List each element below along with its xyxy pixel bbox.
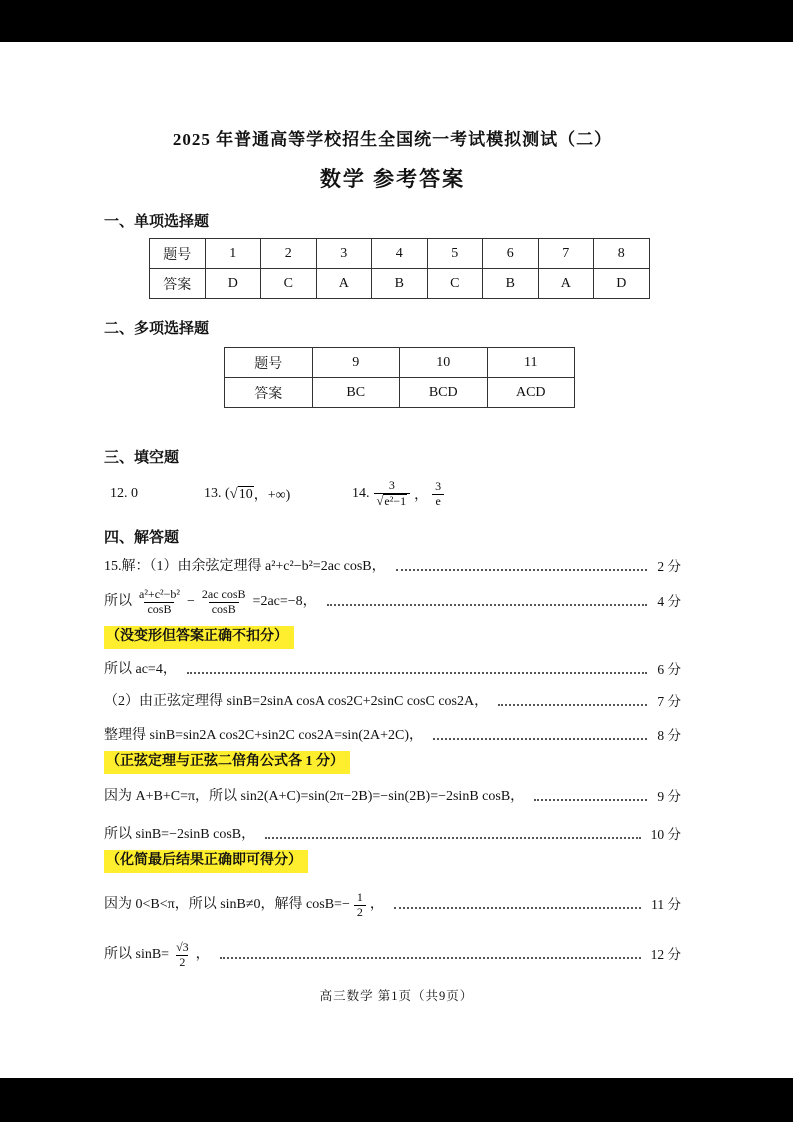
- solution-step: [104, 786, 681, 808]
- score-label: 2 分: [657, 559, 681, 574]
- dotted-leader: [534, 799, 647, 801]
- fraction-numerator: 3: [435, 478, 442, 493]
- page-footer: 高三数学 第1页（共9页）: [319, 989, 474, 1003]
- dotted-leader: [433, 738, 647, 740]
- fraction-denominator: 2: [176, 955, 188, 970]
- solution-step: [104, 556, 681, 578]
- grading-note-row: [104, 751, 681, 774]
- question-number-cell: 3: [316, 239, 372, 269]
- fraction: [173, 941, 192, 970]
- single-choice-answer-table: [149, 238, 650, 299]
- score-label: 11 分: [651, 897, 681, 912]
- answer-cell: BC: [312, 378, 400, 408]
- question-number-cell: 8: [594, 239, 650, 269]
- fill-answers-row: [104, 476, 681, 512]
- grading-note: （化简最后结果正确即可得分）: [104, 850, 308, 873]
- document-page: [0, 42, 793, 1078]
- score-label: 7 分: [657, 694, 681, 709]
- radical-sign-icon: √: [229, 485, 238, 502]
- step-text: 所以 sinB=−2sinB cosB，: [104, 827, 256, 842]
- step-text: [104, 891, 384, 920]
- q13-radicand: 10: [238, 486, 253, 502]
- fraction-numerator: 2ac cosB: [201, 586, 246, 601]
- step-text: [104, 941, 210, 970]
- row-label-answer: 答案: [150, 269, 206, 299]
- question-number-cell: 6: [483, 239, 539, 269]
- fill-answer-q13: [204, 484, 352, 504]
- q14-radicand: e²−1: [384, 494, 407, 508]
- operator: −: [186, 594, 195, 609]
- answer-cell: ACD: [487, 378, 575, 408]
- step-text: 所以 ac=4，: [104, 662, 177, 677]
- page-subtitle: 数学 参考答案: [319, 167, 466, 191]
- question-number-cell: 4: [372, 239, 428, 269]
- fraction: [136, 588, 183, 617]
- step-text-part: ，: [195, 947, 210, 962]
- solution-step: [104, 691, 681, 713]
- row-label-answer: 答案: [225, 378, 313, 408]
- table-row: [150, 269, 650, 299]
- solution-step: [104, 824, 681, 846]
- fraction-numerator: √3: [176, 939, 189, 954]
- dotted-leader: [498, 704, 647, 706]
- step-text: 15.解：（1）由余弦定理得 a²+c²−b²=2ac cosB，: [104, 559, 386, 574]
- step-text-part: 所以: [104, 594, 132, 609]
- score-label: 9 分: [657, 789, 681, 804]
- question-number-cell: 1: [205, 239, 261, 269]
- q13-suffix: ，+∞): [253, 488, 291, 503]
- step-text: 因为 A+B+C=π，所以 sin2(A+C)=sin(2π−2B)=−sin(2B)=−2sinB cosB，: [104, 789, 525, 804]
- multi-choice-answer-table: [224, 347, 575, 408]
- radical-sign-icon: √: [376, 494, 384, 509]
- q13-prefix: 13. (: [204, 486, 230, 501]
- step-text: [104, 588, 317, 617]
- section-solution-heading: 四、解答题: [104, 530, 180, 546]
- step-text-part: ，: [369, 897, 384, 912]
- section-multi-choice-heading: 二、多项选择题: [104, 321, 210, 337]
- question-number-cell: 7: [538, 239, 594, 269]
- score-label: 8 分: [657, 728, 681, 743]
- table-row: [225, 348, 575, 378]
- q14-prefix: 14.: [352, 486, 370, 501]
- solution-step: [104, 885, 681, 925]
- section-fill-heading: 三、填空题: [104, 450, 180, 466]
- row-label-number: 题号: [225, 348, 313, 378]
- answer-cell: BCD: [400, 378, 488, 408]
- answer-cell: C: [261, 269, 317, 299]
- grading-note-row: [104, 850, 681, 873]
- answer-cell: D: [594, 269, 650, 299]
- step-text-part: 所以 sinB=: [104, 947, 170, 962]
- score-label: 4 分: [657, 594, 681, 609]
- dotted-leader: [396, 569, 648, 571]
- score-label: 12 分: [650, 947, 681, 962]
- answer-cell: D: [205, 269, 261, 299]
- question-number-cell: 5: [427, 239, 483, 269]
- answer-cell: B: [483, 269, 539, 299]
- fraction: [354, 891, 366, 920]
- fraction-denominator: e: [432, 494, 443, 509]
- grading-note-row: [104, 626, 681, 649]
- fill-answer-q12: 12. 0: [110, 486, 138, 501]
- table-row: [150, 239, 650, 269]
- grading-note: （没变形但答案正确不扣分）: [104, 626, 294, 649]
- fraction-denominator: cosB: [144, 602, 174, 617]
- step-text-part: 因为 0<B<π，所以 sinB≠0，解得 cosB=−: [104, 897, 350, 912]
- score-label: 10 分: [650, 827, 681, 842]
- dotted-leader: [187, 672, 648, 674]
- dotted-leader: [265, 837, 640, 839]
- score-label: 6 分: [657, 662, 681, 677]
- fraction-denominator: cosB: [209, 602, 239, 617]
- grading-note: （正弦定理与正弦二倍角公式各 1 分）: [104, 751, 350, 774]
- answer-cell: A: [538, 269, 594, 299]
- row-label-number: 题号: [150, 239, 206, 269]
- solution-step: [104, 725, 681, 747]
- fill-answer-q14: [352, 479, 448, 509]
- question-number-cell: 10: [400, 348, 488, 378]
- fraction-numerator: 1: [356, 889, 363, 904]
- page-content: [0, 128, 793, 975]
- fraction: [432, 480, 444, 509]
- solution-step: [104, 935, 681, 975]
- fraction: [374, 479, 411, 509]
- dotted-leader: [220, 957, 641, 959]
- step-text: （2）由正弦定理得 sinB=2sinA cosA cos2C+2sinC cosC cos2A，: [104, 694, 489, 709]
- answer-cell: B: [372, 269, 428, 299]
- question-number-cell: 2: [261, 239, 317, 269]
- section-single-choice-heading: 一、单项选择题: [104, 214, 210, 230]
- page-title: 2025 年普通高等学校招生全国统一考试模拟测试（二）: [172, 130, 613, 149]
- question-number-cell: 11: [487, 348, 575, 378]
- dotted-leader: [394, 907, 641, 909]
- step-text: 整理得 sinB=sin2A cos2C+sin2C cos2A=sin(2A+2C)，: [104, 728, 423, 743]
- fraction-denominator: [374, 493, 411, 509]
- fraction-numerator: 3: [388, 478, 395, 493]
- fraction: [199, 588, 249, 617]
- step-text-part: =2ac=−8，: [252, 594, 317, 609]
- q14-separator: ，: [414, 488, 429, 503]
- solution-step: [104, 582, 681, 622]
- fraction-denominator: 2: [354, 905, 366, 920]
- dotted-leader: [327, 604, 648, 606]
- answer-cell: A: [316, 269, 372, 299]
- fraction-numerator: a²+c²−b²: [139, 586, 180, 601]
- question-number-cell: 9: [312, 348, 400, 378]
- answer-cell: C: [427, 269, 483, 299]
- solution-step: [104, 659, 681, 681]
- table-row: [225, 378, 575, 408]
